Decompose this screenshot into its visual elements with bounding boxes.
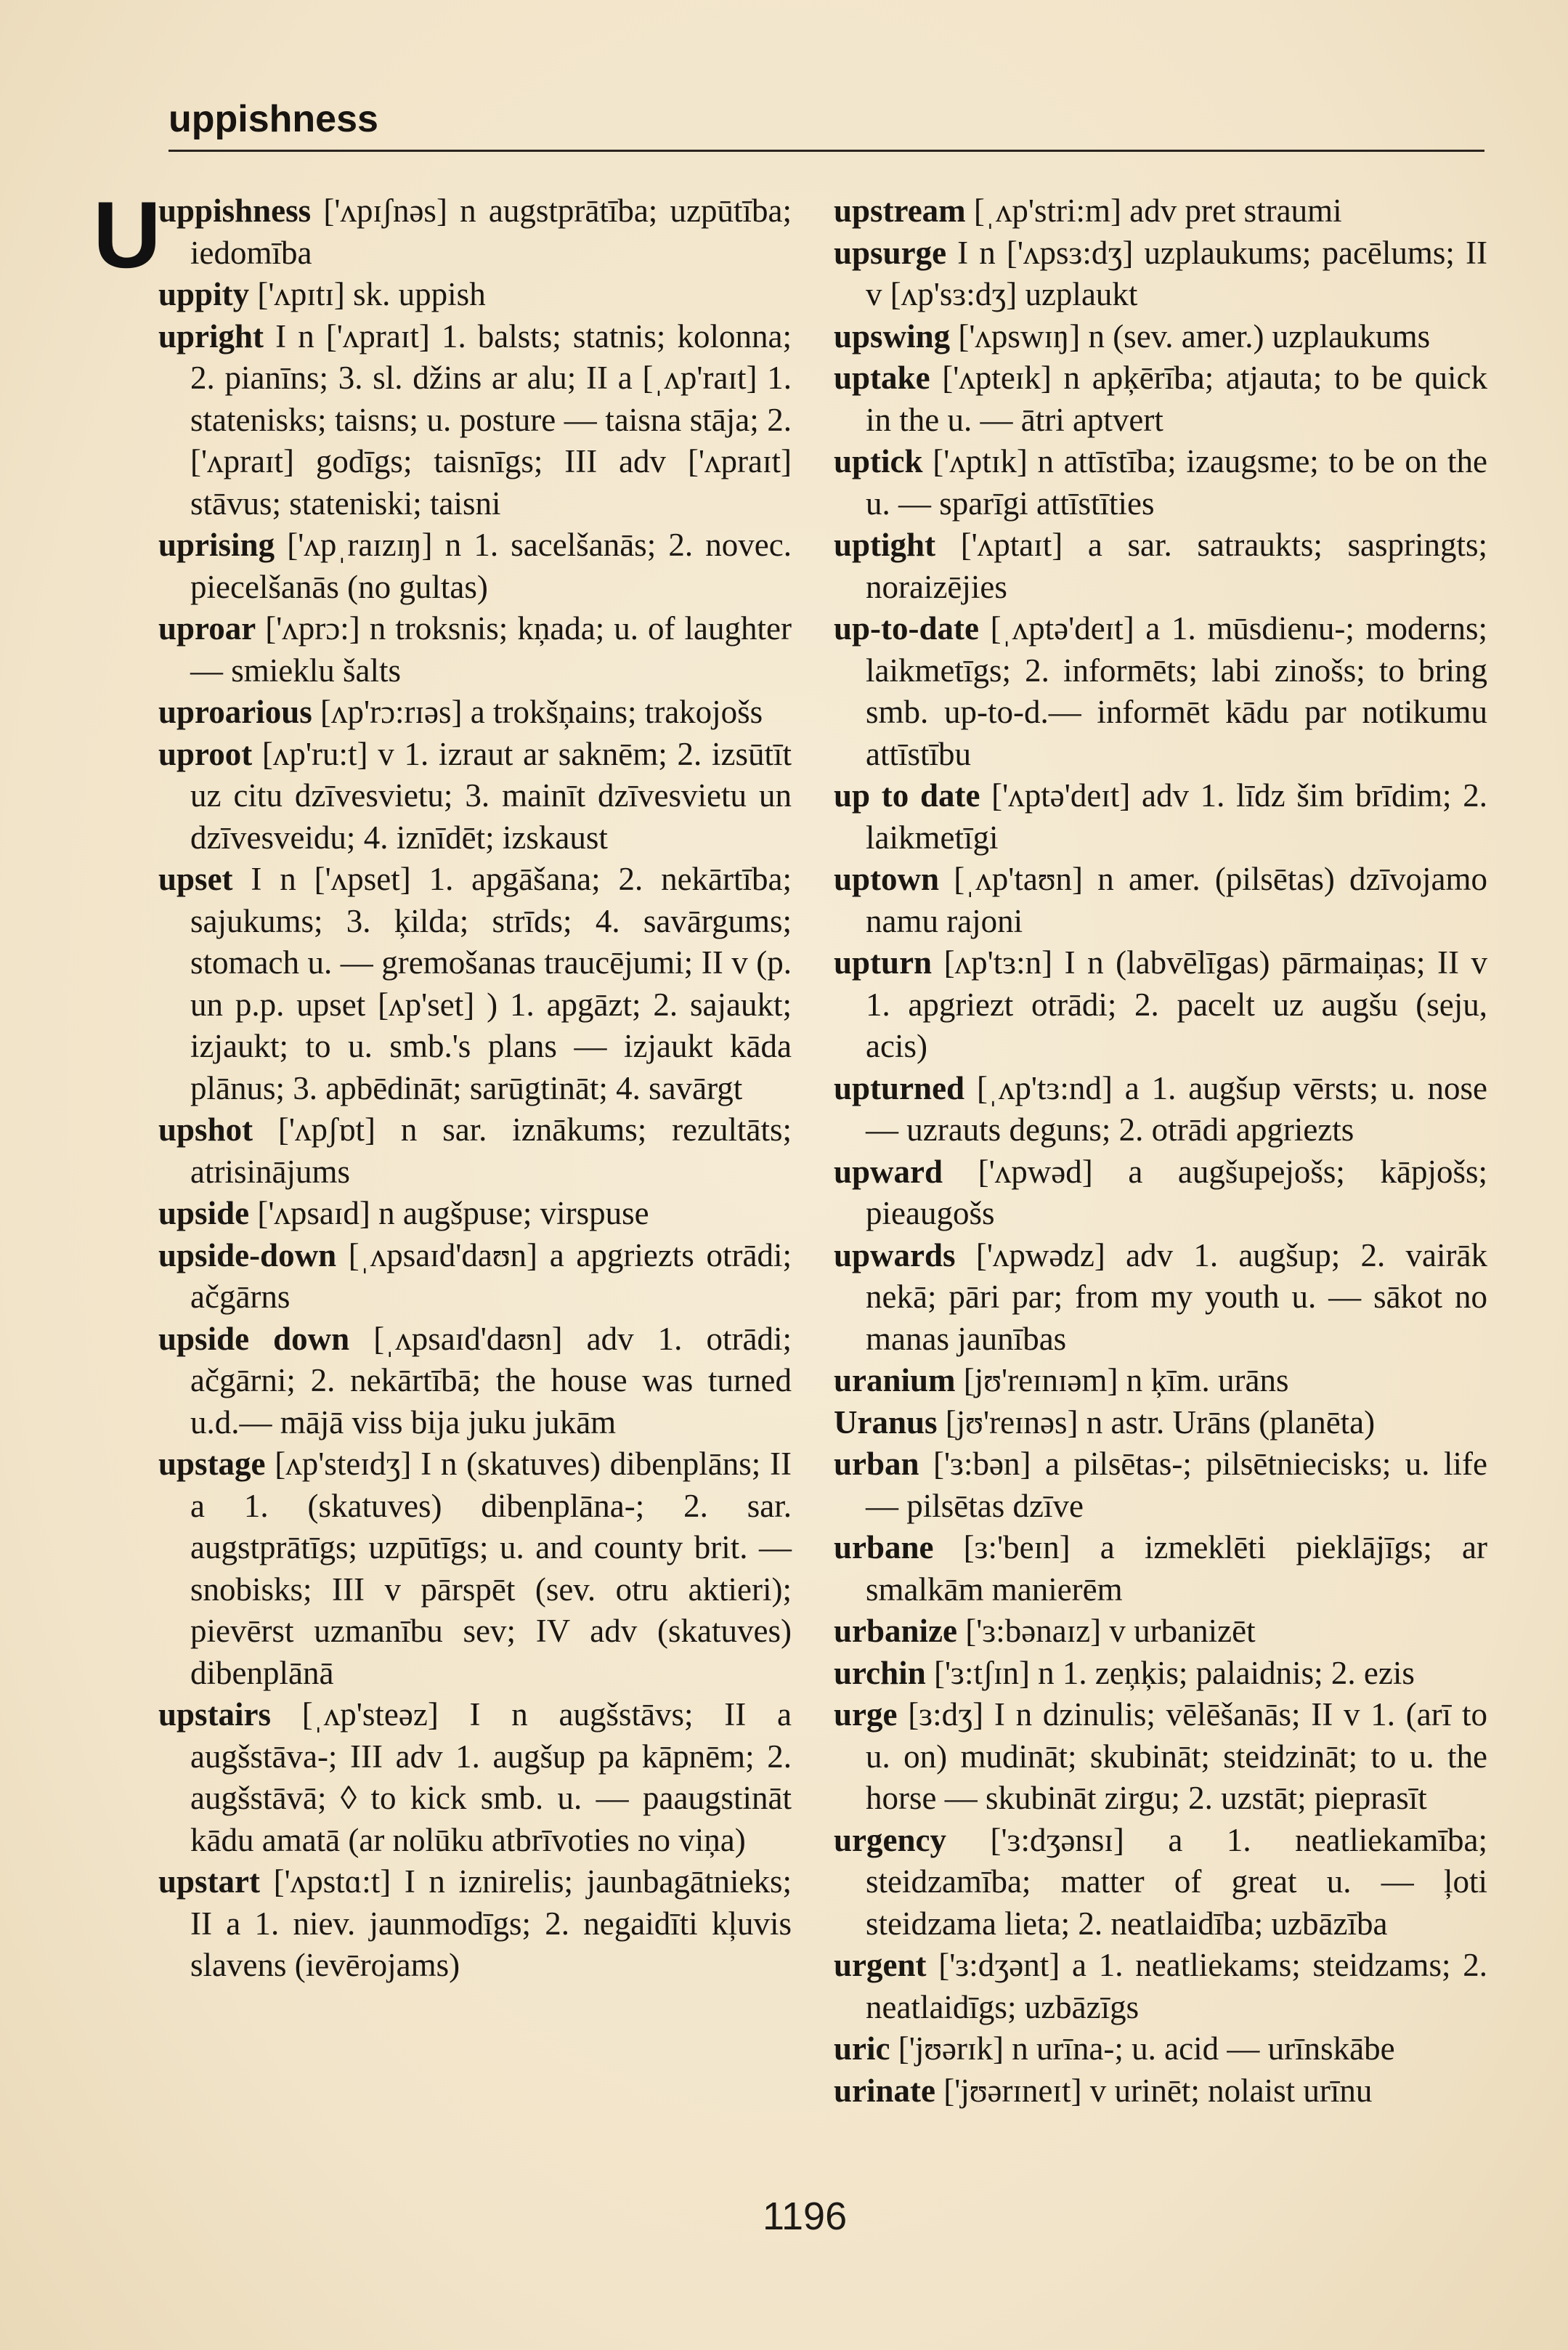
entry-definition: ['ʌpʃɒt] n sar. iznākums; rezultāts; atrisinājums (190, 1111, 792, 1190)
dictionary-entry (158, 524, 792, 608)
dictionary-entry (158, 274, 792, 316)
dictionary-entry (834, 2028, 1487, 2070)
entry-headword: upturn (834, 944, 933, 981)
entry-definition: ['ʌpwəd] a augšupejošs; kāpjošs; pieaugošs (866, 1153, 1487, 1231)
entry-definition: [ˌʌpsaɪd'daʊn] a apgriezts otrādi; ačgārns (190, 1236, 792, 1315)
entry-definition: ['ʌptə'deɪt] adv 1. līdz šim brīdim; 2. laikmetīgi (866, 777, 1488, 856)
dictionary-entry (834, 316, 1487, 358)
entry-definition: ['ʌpwədz] adv 1. augšup; 2. vairāk nekā; pāri par; from my youth u. — sākot no manas jaunības (866, 1236, 1487, 1357)
entry-definition: [ɜ:'beɪn] a izmeklēti pieklājīgs; ar smalkām manierēm (866, 1529, 1487, 1608)
entry-headword: upstairs (158, 1696, 272, 1733)
dictionary-entry (834, 1068, 1487, 1151)
entry-definition: ['ʌpswɪŋ] n (sev. amer.) uzplaukums (950, 317, 1431, 354)
dictionary-entry (834, 1402, 1487, 1444)
entry-headword: uric (834, 2030, 890, 2067)
dictionary-entry (834, 2070, 1487, 2112)
entry-headword: uppishness (158, 193, 312, 229)
entry-headword: upside (158, 1195, 250, 1231)
dictionary-entry (834, 1151, 1487, 1235)
entry-headword: upset (158, 861, 233, 897)
entry-definition: [ʌp'ru:t] v 1. izraut ar saknēm; 2. izsūtīt uz citu dzīvesvietu; 3. mainīt dzīvesvietu un dzīvesveidu; 4. iznīdēt; izskaust (190, 735, 792, 856)
entry-headword: urge (834, 1696, 898, 1733)
entry-definition: I n ['ʌpraɪt] 1. balsts; statnis; kolonna; 2. pianīns; 3. sl. džins ar alu; II a [ˌʌp'raɪt] 1. statenisks; taisns; u. posture — taisna stāja; 2. ['ʌpraɪt] godīgs; taisnīgs; III adv ['ʌpraɪt] stāvus; stateniski; taisni (190, 317, 792, 522)
entry-headword: upright (158, 317, 264, 354)
section-letter: U (93, 182, 161, 288)
dictionary-entry (158, 692, 792, 734)
entry-headword: urgency (834, 1821, 946, 1858)
entry-headword: uptick (834, 443, 923, 479)
dictionary-entry (834, 1610, 1487, 1653)
entry-definition: ['ʌpsaɪd] n augšpuse; virspuse (249, 1195, 649, 1231)
dictionary-entry (834, 190, 1487, 232)
dictionary-entry (834, 1235, 1487, 1361)
entry-definition: [ʌp'rɔ:rɪəs] a trokšņains; trakojošs (312, 694, 763, 730)
entry-definition: [ˌʌpsaɪd'daʊn] adv 1. otrādi; ačgārni; 2. nekārtībā; the house was turned u.d.— mājā viss bija juku jukām (190, 1320, 792, 1441)
dictionary-entry (834, 232, 1487, 316)
entry-headword: urgent (834, 1947, 927, 1983)
dictionary-entry (158, 859, 792, 1109)
entry-definition: ['ʌptɪk] n attīstība; izaugsme; to be on the u. — sparīgi attīstīties (866, 443, 1487, 522)
entry-definition: [ˌʌp'stri:m] adv pret straumi (965, 193, 1342, 229)
dictionary-entry (158, 1318, 792, 1444)
entry-definition: [ˌʌp'tɜ:nd] a 1. augšup vērsts; u. nose — uzrauts deguns; 2. otrādi apgriezts (866, 1069, 1487, 1148)
entry-headword: upswing (834, 317, 951, 354)
entry-definition: [ˌʌptə'deɪt] a 1. mūsdienu-; moderns; laikmetīgs; 2. informēts; labi zinošs; to bring smb. up-to-d.— informēt kādu par notikumu attīstību (866, 610, 1487, 772)
entry-definition: ['ɜ:tʃɪn] n 1. zeņķis; palaidnis; 2. ezis (925, 1654, 1415, 1691)
entry-definition: ['ʌpteɪk] n apķērība; atjauta; to be quick in the u. — ātri aptvert (866, 360, 1487, 438)
entry-headword: urbanize (834, 1613, 958, 1649)
entry-headword: upstart (158, 1863, 261, 1900)
entry-headword: upward (834, 1153, 943, 1190)
entry-headword: Uranus (834, 1403, 938, 1441)
dictionary-entry (834, 1443, 1487, 1527)
entry-headword: upwards (834, 1236, 956, 1273)
dictionary-entry (834, 1694, 1487, 1820)
dictionary-entry (834, 1360, 1487, 1402)
entry-headword: uproarious (158, 694, 312, 730)
entry-definition: ['ɜ:dʒənt] a 1. neatliekams; steidzams; 2. neatlaidīgs; uzbāzīgs (866, 1947, 1487, 2025)
entry-definition: I n ['ʌpsɜ:dʒ] uzplaukums; pacēlums; II v [ʌp'sɜ:dʒ] uzplaukt (866, 234, 1487, 312)
entry-definition: ['ʌpɪʃnəs] n augstprātība; uzpūtība; iedomība (190, 193, 792, 271)
dictionary-entry (834, 775, 1487, 859)
entry-headword: upsurge (834, 234, 947, 271)
entry-definition: [ˌʌp'steəz] I n augšstāvs; II a augšstāva-; III adv 1. augšup pa kāpnēm; 2. augšstāvā; ◊ to kick smb. u. — paaugstināt kādu amatā (ar nolūku atbrīvoties no viņa) (190, 1696, 792, 1858)
dictionary-entry (834, 357, 1487, 441)
page-number: 1196 (763, 2195, 848, 2238)
entry-headword: uprising (158, 527, 275, 563)
entry-definition: ['ɜ:dʒənsɪ] a 1. neatliekamība; steidzamība; matter of great u. — ļoti steidzama lieta; 2. neatlaidība; uzbāzība (866, 1821, 1487, 1942)
dictionary-entry (158, 190, 792, 274)
dictionary-entry (158, 1861, 792, 1987)
entry-headword: uproar (158, 610, 256, 647)
entry-definition: ['jʊərɪk] n urīna-; u. acid — urīnskābe (890, 2030, 1395, 2067)
entry-headword: uppity (158, 276, 250, 312)
dictionary-entry (834, 441, 1487, 524)
entry-definition: ['ʌpɪtɪ] sk. uppish (249, 276, 486, 312)
right-column (834, 190, 1487, 2112)
entry-headword: up to date (834, 777, 980, 814)
entry-headword: upstage (158, 1446, 266, 1482)
dictionary-entry (158, 316, 792, 525)
dictionary-entry (834, 1653, 1487, 1695)
dictionary-entry (834, 1945, 1487, 2028)
entry-headword: urchin (834, 1654, 926, 1691)
dictionary-entry (158, 734, 792, 859)
dictionary-entry (158, 1193, 792, 1235)
entry-headword: upside down (158, 1320, 350, 1357)
entry-definition: ['jʊərɪneɪt] v urinēt; nolaist urīnu (935, 2072, 1373, 2109)
entry-headword: urban (834, 1446, 919, 1482)
entry-definition: ['ʌpˌraɪzɪŋ] n 1. sacelšanās; 2. novec. piecelšanās (no gultas) (190, 527, 792, 605)
entry-definition: [ʌp'steɪdʒ] I n (skatuves) dibenplāns; II a 1. (skatuves) dibenplāna-; 2. sar. augstprātīgs; uzpūtīgs; u. and county brit. — snobisks; III v pārspēt (sev. otru aktieri); pievērst uzmanību sev; IV adv (skatuves) dibenplānā (190, 1446, 792, 1691)
entry-definition: [ʌp'tɜ:n] I n (labvēlīgas) pārmaiņas; II v 1. apgriezt otrādi; 2. pacelt uz augšu (seju, acis) (866, 944, 1487, 1064)
entry-headword: uptake (834, 360, 930, 396)
dictionary-entry (834, 859, 1487, 942)
entry-headword: uptown (834, 861, 940, 897)
entry-definition: ['ʌprɔ:] n troksnis; kņada; u. of laughter — smieklu šalts (190, 610, 792, 689)
entry-headword: up-to-date (834, 610, 979, 647)
dictionary-entry (158, 1443, 792, 1694)
header-rule (168, 150, 1484, 152)
entry-headword: upside-down (158, 1236, 337, 1273)
dictionary-entry (158, 1694, 792, 1861)
entry-headword: urbane (834, 1529, 934, 1565)
entry-definition: ['ʌptaɪt] a sar. satraukts; saspringts; noraizējies (866, 527, 1487, 605)
entry-headword: uranium (834, 1362, 956, 1398)
entry-definition: ['ʌpstɑ:t] I n iznirelis; jaunbagātnieks; II a 1. niev. jaunmodīgs; 2. negaidīti kļuvis slavens (ievērojams) (190, 1863, 792, 1983)
dictionary-entry (834, 524, 1487, 608)
dictionary-entry (834, 1820, 1487, 1945)
dictionary-entry (834, 942, 1487, 1068)
entry-definition: [jʊ'reɪnɪəm] n ķīm. urāns (955, 1362, 1289, 1398)
dictionary-entry (158, 1109, 792, 1193)
dictionary-entry (834, 1527, 1487, 1610)
entry-definition: ['ɜ:bən] a pilsētas-; pilsētniecisks; u. life — pilsētas dzīve (866, 1446, 1487, 1524)
entry-headword: urinate (834, 2072, 935, 2109)
dictionary-entry (158, 608, 792, 692)
entry-definition: ['ɜ:bənaɪz] v urbanizēt (957, 1613, 1256, 1649)
entry-headword: uproot (158, 735, 253, 772)
entry-definition: [ˌʌp'taʊn] n amer. (pilsētas) dzīvojamo namu rajoni (866, 861, 1487, 939)
dictionary-entry (158, 1235, 792, 1318)
entry-definition: I n ['ʌpset] 1. apgāšana; 2. nekārtība; sajukums; 3. ķilda; strīds; 4. savārgums; stomach u. — gremošanas traucējumi; II v (p. un p.p. upset [ʌp'set] ) 1. apgāzt; 2. sajaukt; izjaukt; to u. smb.'s plans — izjaukt kāda plānus; 3. apbēdināt; sarūgtināt; 4. savārgt (190, 861, 792, 1106)
entry-headword: upturned (834, 1069, 965, 1106)
entry-headword: upstream (834, 193, 966, 229)
dictionary-entry (834, 608, 1487, 775)
left-column (158, 190, 792, 1987)
entry-headword: upshot (158, 1111, 253, 1148)
entry-headword: uptight (834, 527, 936, 563)
entry-definition: [ɜ:dʒ] I n dzinulis; vēlēšanās; II v 1. (arī to u. on) mudināt; skubināt; steidzināt; to u. the horse — skubināt zirgu; 2. uzstāt; pieprasīt (866, 1696, 1487, 1816)
running-head: uppishness (168, 98, 378, 140)
entry-definition: [jʊ'reɪnəs] n astr. Urāns (planēta) (937, 1403, 1376, 1441)
